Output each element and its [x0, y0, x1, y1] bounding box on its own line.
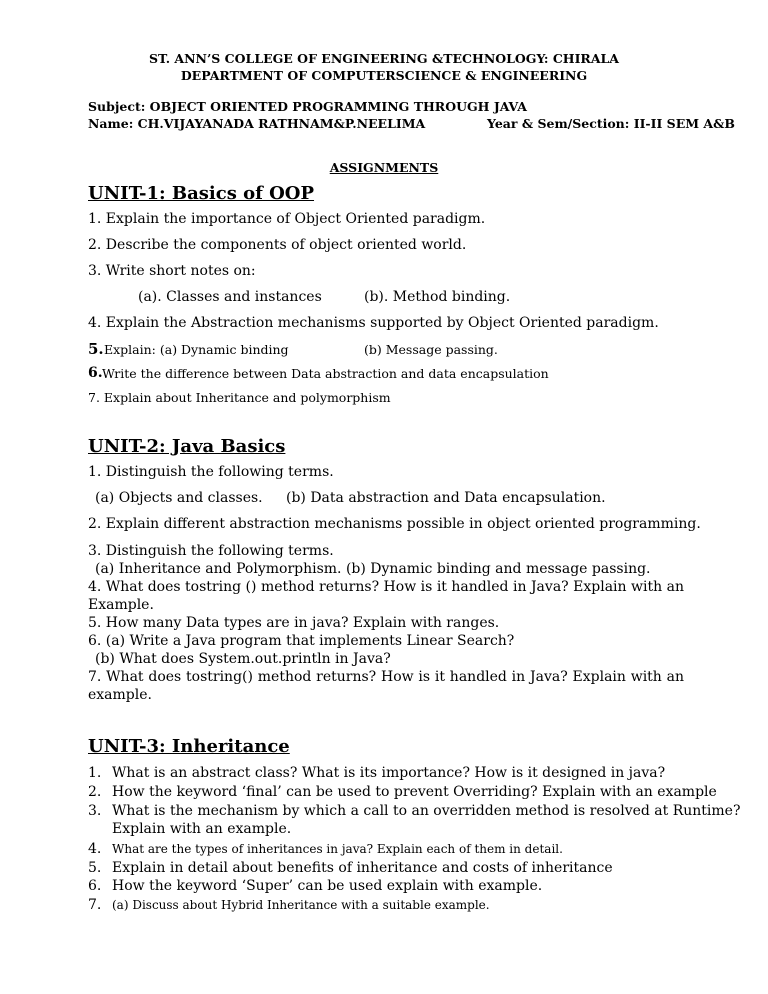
unit3-q2-text: How the keyword ‘final’ can be used to prevent Overriding? Explain with an example	[112, 784, 717, 800]
unit1-q5-number: 5.	[88, 340, 104, 358]
faculty-name: Name: CH.VIJAYANADA RATHNAM&P.NEELIMA	[88, 116, 426, 131]
unit3-q6-number: 6.	[88, 878, 102, 894]
unit2-q1: 1. Distinguish the following terms.	[88, 464, 334, 480]
college-header	[0, 50, 768, 84]
unit3-heading: UNIT-3: Inheritance	[88, 736, 290, 757]
unit3-q2-number: 2.	[88, 784, 102, 800]
unit2-q3ab: (a) Inheritance and Polymorphism. (b) Dynamic binding and message passing.	[95, 561, 651, 577]
course-meta	[88, 98, 735, 132]
unit2-q3: 3. Distinguish the following terms.	[88, 543, 334, 559]
unit3-q3-text: What is the mechanism by which a call to an overridden method is resolved at Runtime?	[112, 803, 741, 819]
department-name: DEPARTMENT OF COMPUTERSCIENCE & ENGINEERING	[180, 68, 588, 83]
unit2-q5: 5. How many Data types are in java? Explain with ranges.	[88, 615, 500, 631]
unit1-q3: 3. Write short notes on:	[88, 263, 256, 279]
unit2-q1a: (a) Objects and classes.	[95, 490, 263, 506]
unit2-q4-line2: Example.	[88, 597, 154, 613]
unit3-q7-number: 7.	[88, 897, 102, 913]
unit3-q3-text-cont: Explain with an example.	[112, 821, 292, 837]
unit2-q6a: 6. (a) Write a Java program that implements Linear Search?	[88, 633, 515, 649]
unit2-heading: UNIT-2: Java Basics	[88, 436, 286, 457]
unit2-q1b: (b) Data abstraction and Data encapsulation.	[286, 490, 606, 506]
unit1-q2: 2. Describe the components of object oriented world.	[88, 237, 467, 253]
unit1-q5a: Explain: (a) Dynamic binding	[104, 342, 289, 357]
unit1-q4: 4. Explain the Abstraction mechanisms supported by Object Oriented paradigm.	[88, 315, 659, 331]
unit2-q7-line1: 7. What does tostring() method returns? How is it handled in Java? Explain with an	[88, 669, 684, 685]
subject-line: Subject: OBJECT ORIENTED PROGRAMMING THROUGH JAVA	[88, 99, 527, 114]
unit3-q3-number: 3.	[88, 803, 102, 819]
unit2-q6b: (b) What does System.out.println in Java?	[95, 651, 391, 667]
unit3-q1-number: 1.	[88, 765, 102, 781]
unit1-q6-number: 6.	[88, 365, 103, 381]
unit3-q6-text: How the keyword ‘Super’ can be used explain with example.	[112, 878, 543, 894]
unit1-q1: 1. Explain the importance of Object Oriented paradigm.	[88, 211, 486, 227]
unit3-q7-text: (a) Discuss about Hybrid Inheritance with a suitable example.	[112, 898, 490, 912]
unit1-q3a: (a). Classes and instances	[138, 289, 322, 305]
unit1-q3b: (b). Method binding.	[364, 289, 511, 305]
unit3-q5-number: 5.	[88, 860, 102, 876]
college-name: ST. ANN’S COLLEGE OF ENGINEERING &TECHNOLOGY: CHIRALA	[148, 51, 620, 66]
unit3-q1-text: What is an abstract class? What is its importance? How is it designed in java?	[112, 765, 666, 781]
unit3-q4-text: What are the types of inheritances in java? Explain each of them in detail.	[112, 842, 563, 856]
unit1-q6: Write the difference between Data abstraction and data encapsulation	[102, 366, 549, 381]
year-sem-section: Year & Sem/Section: II-II SEM A&B	[487, 116, 735, 131]
unit3-q4-number: 4.	[88, 841, 102, 857]
unit3-q5-text: Explain in detail about benefits of inheritance and costs of inheritance	[112, 860, 613, 876]
unit2-q2: 2. Explain different abstraction mechanisms possible in object oriented programming.	[88, 516, 701, 532]
unit2-q4-line1: 4. What does tostring () method returns? How is it handled in Java? Explain with an	[88, 579, 684, 595]
unit1-q5b: (b) Message passing.	[364, 342, 498, 357]
unit1-q7: 7. Explain about Inheritance and polymorphism	[88, 390, 391, 405]
unit2-q7-line2: example.	[88, 687, 152, 703]
unit1-heading: UNIT-1: Basics of OOP	[88, 183, 315, 204]
assignments-title: ASSIGNMENTS	[329, 160, 439, 175]
